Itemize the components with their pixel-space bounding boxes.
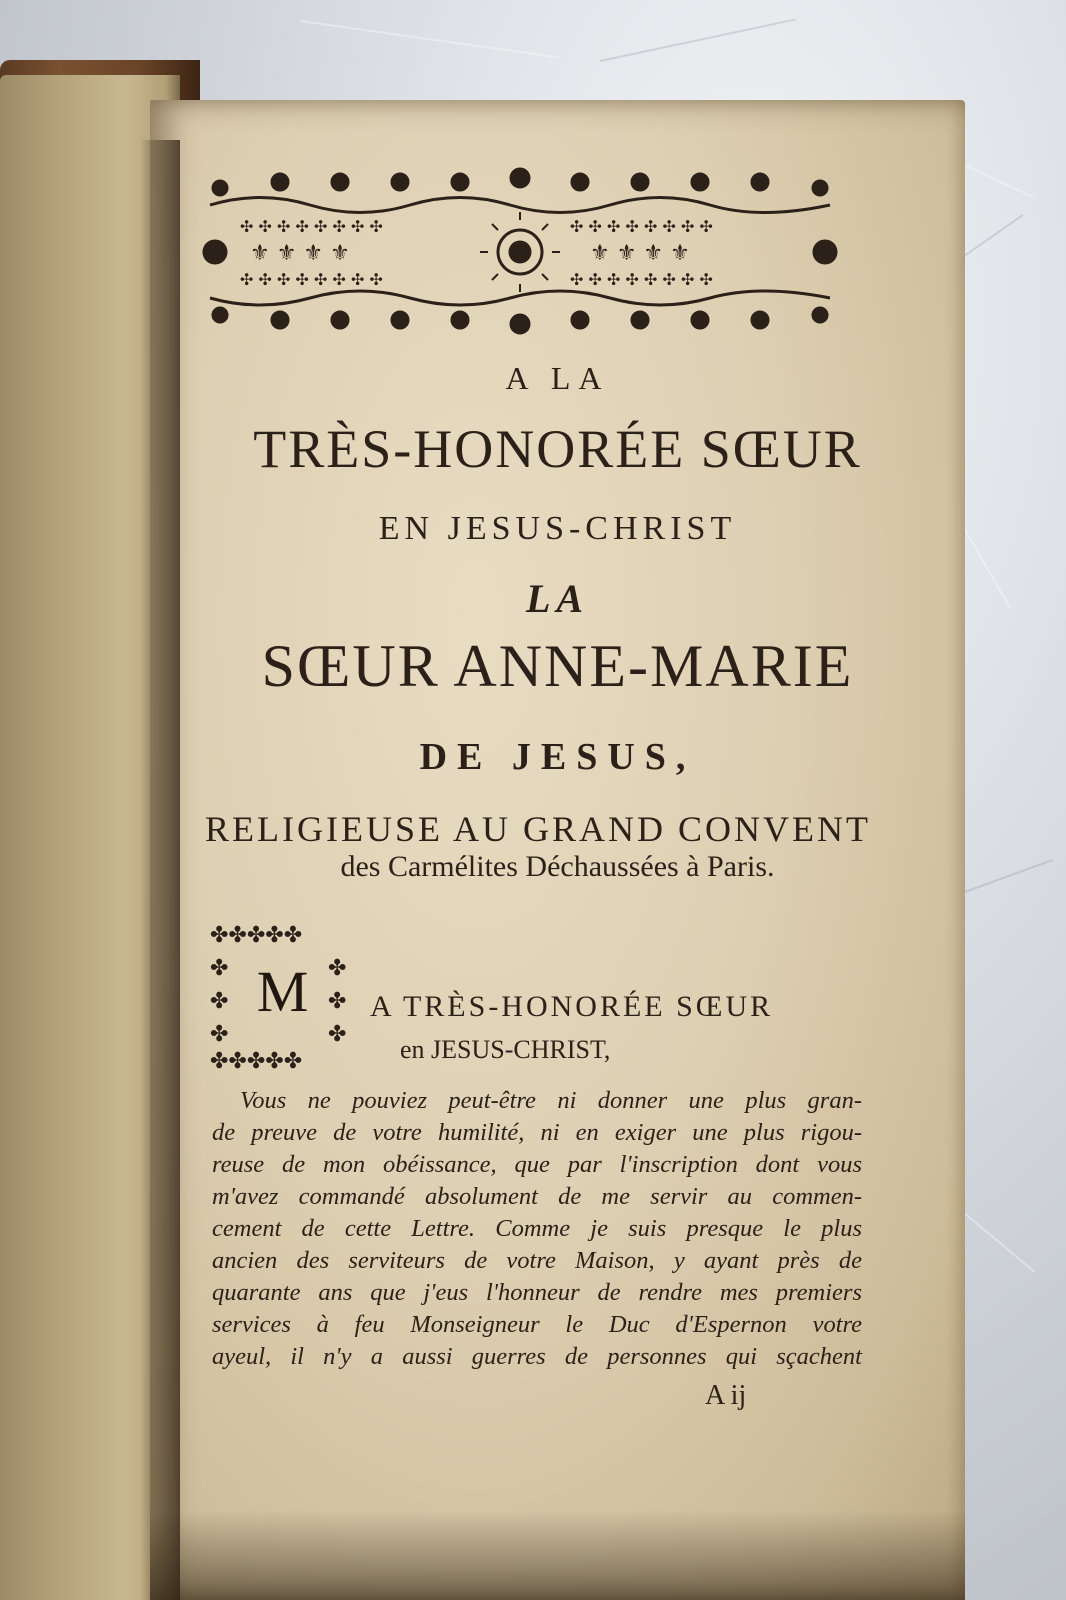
background-crease: [300, 20, 558, 58]
svg-text:✤: ✤: [210, 1022, 229, 1047]
body-line: reuse de mon obéissance, que par l'inscription dont vous: [212, 1151, 862, 1178]
svg-text:✤: ✤: [328, 1022, 347, 1047]
signature-mark: A ij: [705, 1380, 747, 1411]
body-line: services à feu Monseigneur le Duc d'Espernon votre: [212, 1311, 862, 1338]
svg-text:✤: ✤: [328, 956, 347, 981]
floral-headpiece-ornament: [200, 160, 840, 340]
body-line: ancien des serviteurs de votre Maison, y ayant près de: [212, 1247, 862, 1274]
salutation-line-2: en JESUS-CHRIST,: [400, 1035, 611, 1064]
letter-body: [212, 1085, 862, 1373]
body-line: quarante ans que j'eus l'honneur de rendre mes premiers: [212, 1279, 862, 1306]
heading-line-a-la: A LA: [505, 360, 610, 396]
svg-text:✤: ✤: [210, 956, 229, 981]
heading-line-la: LA: [525, 576, 590, 621]
heading-line-religieuse: RELIGIEUSE AU GRAND CONVENT: [205, 809, 871, 849]
body-line: m'avez commandé absolument de me servir au commen-: [212, 1183, 862, 1210]
svg-text:⚜ ⚜ ⚜ ⚜: ⚜ ⚜ ⚜ ⚜: [250, 241, 350, 266]
svg-text:⚜ ⚜ ⚜ ⚜: ⚜ ⚜ ⚜ ⚜: [590, 241, 690, 266]
svg-text:✣ ✣ ✣ ✣ ✣ ✣ ✣ ✣: ✣ ✣ ✣ ✣ ✣ ✣ ✣ ✣: [240, 270, 383, 289]
svg-text:✣ ✣ ✣ ✣ ✣ ✣ ✣ ✣: ✣ ✣ ✣ ✣ ✣ ✣ ✣ ✣: [570, 270, 713, 289]
background-crease: [959, 521, 1011, 609]
body-line: ayeul, il n'y a aussi guerres de personnes qui sçachent: [212, 1343, 862, 1370]
heading-line-en-jesus-christ: EN JESUS-CHRIST: [378, 510, 737, 547]
page-bottom-shadow: [150, 1510, 965, 1600]
decorated-dropcap: [210, 920, 355, 1070]
background-crease: [600, 18, 796, 62]
svg-text:✤✤✤✤✤: ✤✤✤✤✤: [210, 923, 303, 948]
heading-line-de-jesus: DE JESUS,: [419, 736, 696, 778]
body-line: de preuve de votre humilité, ni en exiger une plus rigou-: [212, 1119, 862, 1146]
svg-text:✤: ✤: [210, 989, 229, 1014]
dropcap-letter: M: [256, 959, 309, 1024]
body-line: cement de cette Lettre. Comme je suis presque le plus: [212, 1215, 862, 1242]
heading-line-soeur-anne-marie: SŒUR ANNE-MARIE: [261, 633, 854, 699]
heading-line-tres-honoree: TRÈS-HONORÉE SŒUR: [253, 419, 862, 479]
svg-text:✤: ✤: [328, 989, 347, 1014]
svg-text:✣ ✣ ✣ ✣ ✣ ✣ ✣ ✣: ✣ ✣ ✣ ✣ ✣ ✣ ✣ ✣: [240, 217, 383, 236]
svg-text:✣ ✣ ✣ ✣ ✣ ✣ ✣ ✣: ✣ ✣ ✣ ✣ ✣ ✣ ✣ ✣: [570, 217, 713, 236]
body-line: Vous ne pouviez peut-être ni donner une plus gran-: [240, 1087, 862, 1114]
svg-text:✤✤✤✤✤: ✤✤✤✤✤: [210, 1049, 303, 1070]
salutation-line-1: A TRÈS-HONORÉE SŒUR: [370, 990, 774, 1023]
heading-line-carmelites: des Carmélites Déchaussées à Paris.: [340, 850, 775, 883]
